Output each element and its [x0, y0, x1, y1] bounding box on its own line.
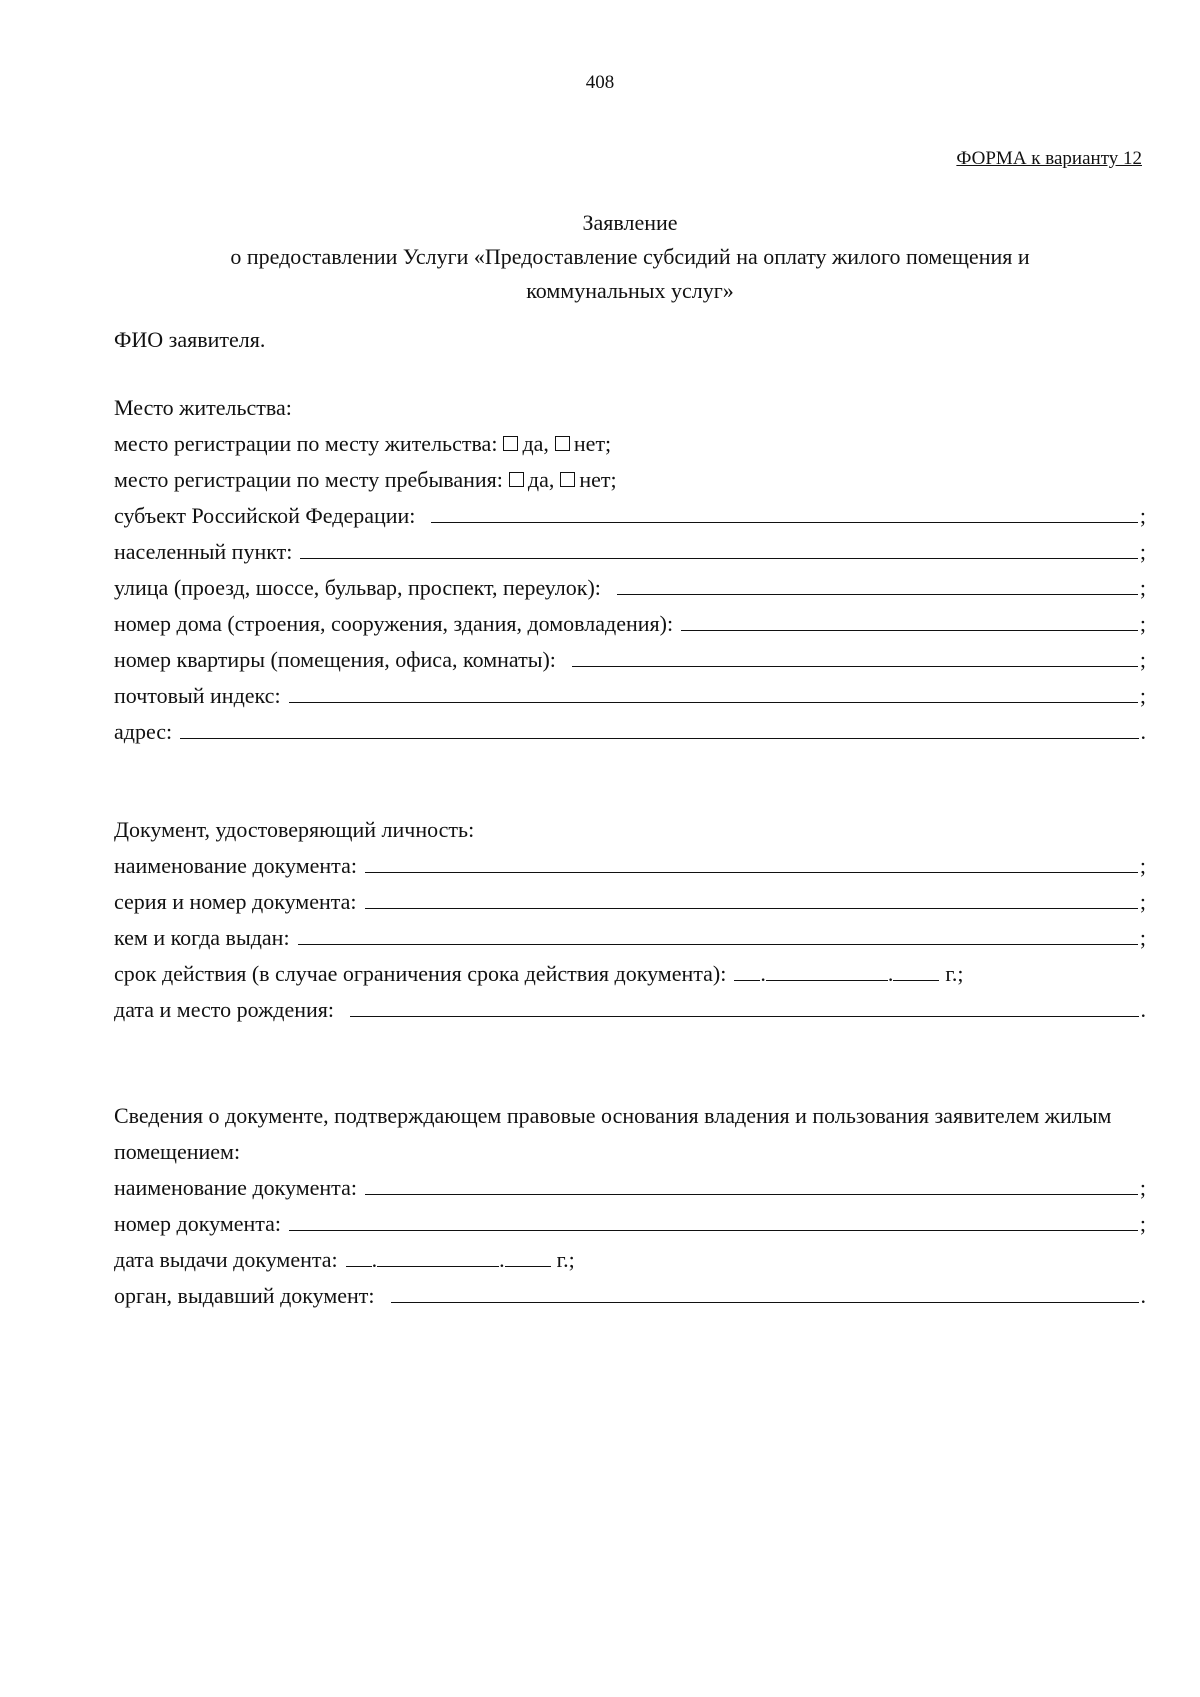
registration-residence-label: место регистрации по месту жительства: [114, 431, 498, 456]
street-label: улица (проезд, шоссе, бульвар, проспект, переулок): [114, 575, 601, 600]
house-number-end: ; [1139, 611, 1146, 636]
ownership-doc-number-end: ; [1139, 1211, 1146, 1236]
postal-code-end: ; [1139, 683, 1146, 708]
identity-doc-series-label: серия и номер документа: [114, 889, 357, 914]
registration-stay-no-checkbox[interactable] [560, 472, 575, 487]
identity-doc-validity-label: срок действия (в случае ограничения срока действия документа): [114, 961, 727, 986]
residence-section [114, 390, 1146, 750]
page-number: 408 [585, 72, 615, 93]
ownership-doc-date-label: дата выдачи документа: [114, 1247, 338, 1272]
validity-year-suffix: г.; [945, 961, 964, 986]
identity-doc-issued-field[interactable] [298, 920, 1138, 945]
birth-label: дата и место рождения: [114, 997, 335, 1022]
registration-residence-yes-checkbox[interactable] [503, 436, 518, 451]
subject-rf-row [114, 498, 1146, 534]
issue-year-suffix: г.; [556, 1247, 575, 1272]
birth-field[interactable] [350, 992, 1138, 1017]
identity-doc-issued-row [114, 920, 1146, 956]
apartment-end: ; [1139, 647, 1146, 672]
issue-month-field[interactable] [377, 1244, 499, 1267]
ownership-doc-name-row [114, 1170, 1146, 1206]
birth-end: . [1140, 997, 1146, 1022]
validity-separator-1: . [760, 961, 766, 986]
title-line-2: о предоставлении Услуги «Предоставление субсидий на оплату жилого помещения и [230, 244, 1030, 269]
subject-rf-label: субъект Российской Федерации: [114, 503, 416, 528]
applicant-name-label: ФИО заявителя. [114, 327, 266, 352]
address-end: . [1140, 719, 1146, 744]
residence-heading: Место жительства: [114, 395, 292, 420]
registration-residence-yes-label: да, [522, 431, 549, 456]
identity-doc-series-row [114, 884, 1146, 920]
applicant-section [114, 322, 1146, 358]
apartment-field[interactable] [572, 642, 1138, 667]
street-field[interactable] [617, 570, 1138, 595]
identity-doc-validity-row [114, 956, 1146, 992]
identity-doc-name-end: ; [1139, 853, 1146, 878]
form-reference: ФОРМА к варианту 12 [956, 148, 1142, 169]
document-title [160, 206, 1100, 308]
ownership-doc-authority-end: . [1140, 1283, 1146, 1308]
issue-day-field[interactable] [346, 1244, 372, 1267]
ownership-document-section [114, 1098, 1146, 1314]
registration-stay-row [114, 462, 1146, 498]
locality-label: населенный пункт: [114, 539, 293, 564]
postal-code-row [114, 678, 1146, 714]
ownership-doc-number-row [114, 1206, 1146, 1242]
issue-separator-1: . [371, 1247, 378, 1272]
apartment-label: номер квартиры (помещения, офиса, комнаты): [114, 647, 556, 672]
ownership-doc-authority-label: орган, выдавший документ: [114, 1283, 375, 1308]
registration-residence-no-label: нет; [573, 431, 612, 456]
identity-document-section [114, 812, 1146, 1028]
registration-stay-yes-label: да, [527, 467, 555, 492]
ownership-doc-number-field[interactable] [289, 1206, 1138, 1231]
locality-end: ; [1139, 539, 1146, 564]
address-row [114, 714, 1146, 750]
validity-day-field[interactable] [734, 958, 760, 981]
registration-stay-no-label: нет; [579, 467, 617, 492]
house-number-row [114, 606, 1146, 642]
postal-code-field[interactable] [289, 678, 1138, 703]
registration-residence-row [114, 426, 1146, 462]
identity-doc-name-field[interactable] [365, 848, 1138, 873]
identity-doc-issued-end: ; [1139, 925, 1146, 950]
registration-residence-no-checkbox[interactable] [555, 436, 570, 451]
address-label: адрес: [114, 719, 173, 744]
birth-row [114, 992, 1146, 1028]
identity-doc-issued-label: кем и когда выдан: [114, 925, 290, 950]
house-number-label: номер дома (строения, сооружения, здания, домовладения): [114, 611, 674, 636]
registration-stay-label: место регистрации по месту пребывания: [114, 467, 503, 492]
street-row [114, 570, 1146, 606]
locality-field[interactable] [300, 534, 1138, 559]
locality-row [114, 534, 1146, 570]
postal-code-label: почтовый индекс: [114, 683, 281, 708]
validity-year-field[interactable] [893, 958, 939, 981]
identity-doc-series-field[interactable] [365, 884, 1138, 909]
validity-separator-2: . [887, 961, 894, 986]
title-line-3: коммунальных услуг» [526, 278, 734, 303]
subject-rf-field[interactable] [431, 498, 1137, 523]
identity-doc-series-end: ; [1139, 889, 1146, 914]
validity-month-field[interactable] [766, 958, 888, 981]
ownership-doc-name-field[interactable] [365, 1170, 1138, 1195]
ownership-document-heading: Сведения о документе, подтверждающем правовые основания владения и пользования заявителем жилым помещением: [114, 1103, 1112, 1164]
ownership-doc-authority-field[interactable] [391, 1278, 1139, 1303]
address-field[interactable] [180, 714, 1138, 739]
issue-separator-2: . [499, 1247, 505, 1272]
subject-rf-end: ; [1139, 503, 1146, 528]
house-number-field[interactable] [681, 606, 1138, 631]
ownership-doc-name-end: ; [1139, 1175, 1146, 1200]
apartment-row [114, 642, 1146, 678]
street-end: ; [1139, 575, 1146, 600]
ownership-doc-number-label: номер документа: [114, 1211, 282, 1236]
ownership-doc-authority-row [114, 1278, 1146, 1314]
issue-year-field[interactable] [505, 1244, 551, 1267]
ownership-doc-name-label: наименование документа: [114, 1175, 357, 1200]
identity-doc-name-row [114, 848, 1146, 884]
ownership-doc-date-row [114, 1242, 1146, 1278]
registration-stay-yes-checkbox[interactable] [509, 472, 524, 487]
identity-doc-name-label: наименование документа: [114, 853, 357, 878]
identity-document-heading: Документ, удостоверяющий личность: [114, 817, 475, 842]
title-line-1: Заявление [582, 210, 678, 235]
